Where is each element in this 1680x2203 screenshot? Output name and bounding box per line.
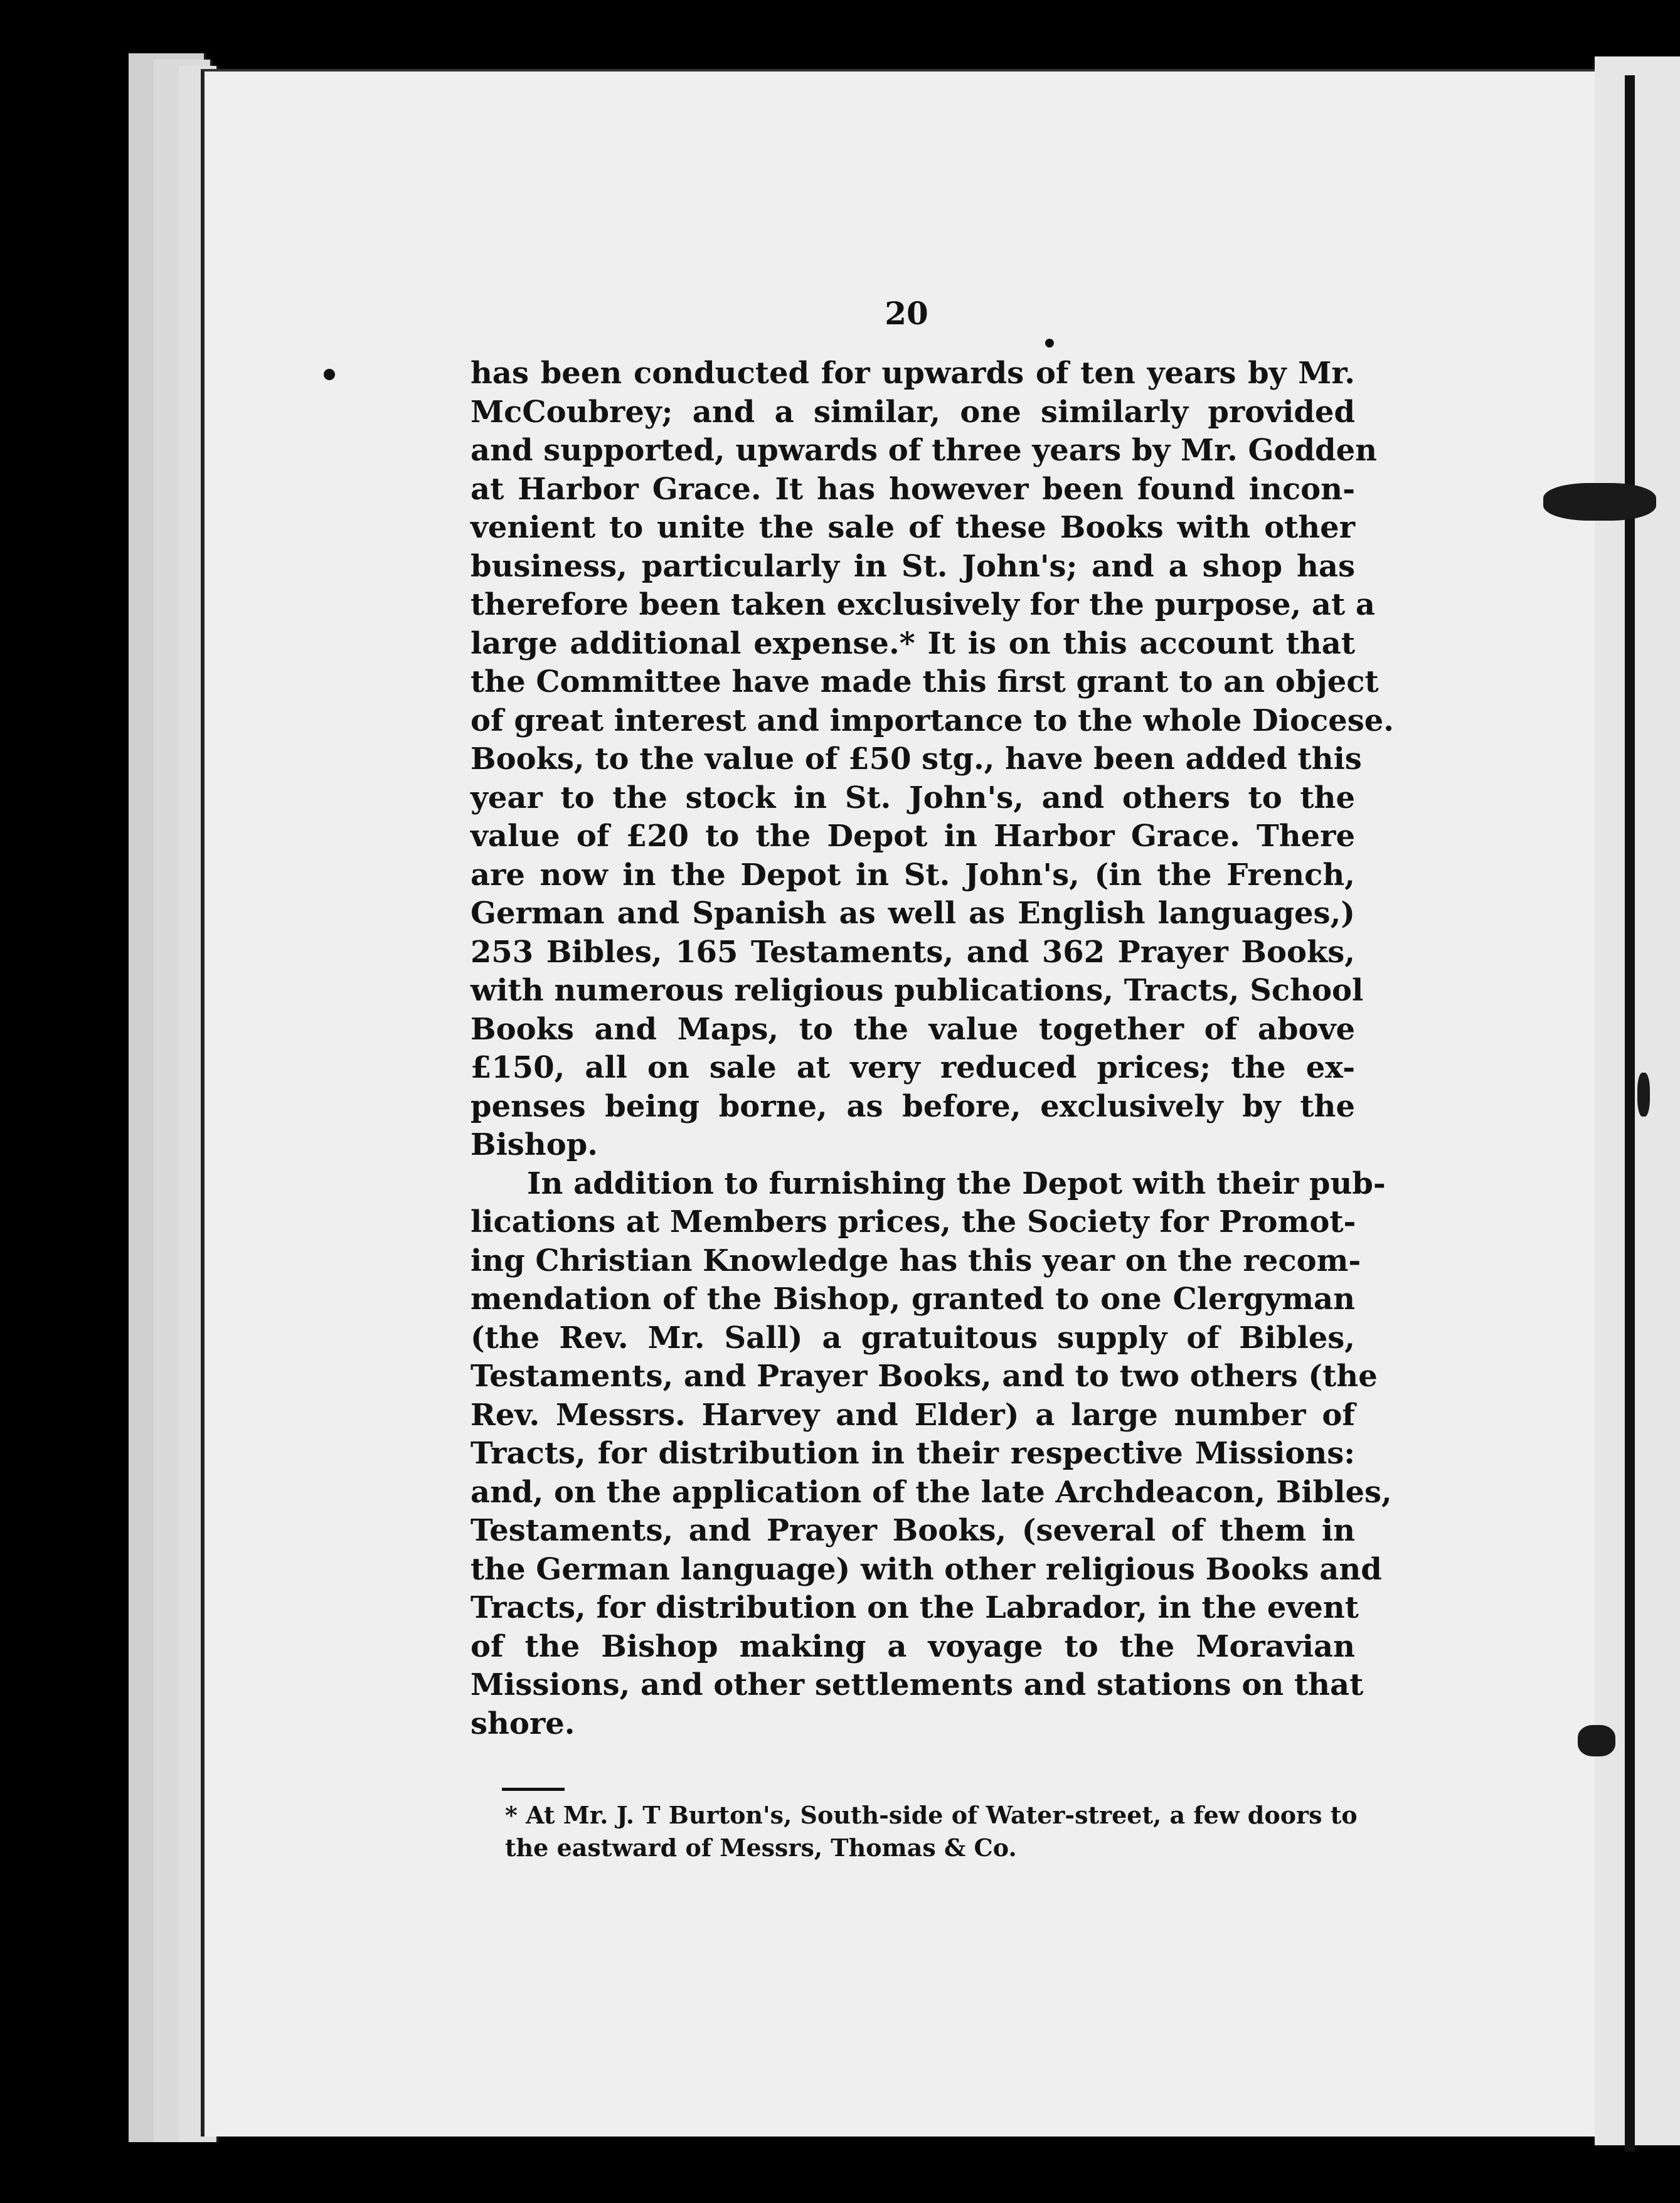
paragraph-1-line: business, particularly in St. John's; and a shop has	[471, 548, 1355, 584]
paragraph-1-line: McCoubrey; and a similar, one similarly provided	[471, 394, 1355, 430]
ink-smudge-bottom	[1578, 1725, 1615, 1756]
paragraph-2-line: (the Rev. Mr. Sall) a gratuitous supply of Bibles,	[471, 1320, 1355, 1356]
paragraph-2-line: ing Christian Knowledge has this year on the recom-	[471, 1243, 1361, 1278]
paragraph-1-line: has been conducted for upwards of ten years by Mr.	[471, 356, 1355, 391]
paragraph-1-line: of great interest and importance to the whole Diocese.	[471, 703, 1394, 738]
paragraph-2-line: Tracts, for distribution in their respective Missions:	[471, 1436, 1355, 1471]
paragraph-2-line: of the Bishop making a voyage to the Moravian	[471, 1628, 1355, 1664]
paragraph-1-line: with numerous religious publications, Tracts, School	[471, 973, 1364, 1008]
paragraph-1-line: Books and Maps, to the value together of above	[471, 1011, 1355, 1047]
paragraph-1-line: Bishop.	[471, 1127, 598, 1162]
paragraph-1-line: 253 Bibles, 165 Testaments, and 362 Prayer Books,	[471, 934, 1355, 970]
paragraph-1-line: year to the stock in St. John's, and others to the	[471, 780, 1355, 815]
paragraph-1-line: the Committee have made this first grant to an object	[471, 664, 1379, 699]
paragraph-1-line: are now in the Depot in St. John's, (in the French,	[471, 857, 1355, 893]
paragraph-2-line: Missions, and other settlements and stations on that	[471, 1667, 1364, 1702]
page-number: 20	[885, 295, 928, 332]
paragraph-1-line: at Harbor Grace. It has however been found incon-	[471, 471, 1355, 507]
paragraph-1-line: therefore been taken exclusively for the purpose, at a	[471, 587, 1375, 622]
paragraph-1-line: penses being borne, as before, exclusively by the	[471, 1088, 1355, 1124]
paragraph-1-line: German and Spanish as well as English languages,)	[471, 896, 1355, 931]
footnote-line: * At Mr. J. T Burton's, South-side of Water-street, a few doors to	[505, 1801, 1358, 1829]
paragraph-1-line: Books, to the value of £50 stg., have been added this	[471, 741, 1362, 777]
paragraph-1-line: £150, all on sale at very reduced prices; the ex-	[471, 1050, 1355, 1085]
paragraph-2-line: Rev. Messrs. Harvey and Elder) a large number of	[471, 1397, 1355, 1433]
stray-mark-left	[324, 369, 335, 380]
ink-smudge-top	[1543, 483, 1656, 521]
paragraph-2-line: In addition to furnishing the Depot with their pub-	[527, 1165, 1386, 1201]
paragraph-1-line: and supported, upwards of three years by Mr. Godden	[471, 433, 1378, 468]
paragraph-2-line: the German language) with other religious Books and	[471, 1551, 1382, 1587]
paragraph-2-line: and, on the application of the late Archdeacon, Bibles,	[471, 1474, 1392, 1510]
paragraph-2	[471, 1165, 1392, 1744]
footnote-line: the eastward of Messrs, Thomas & Co.	[505, 1834, 1017, 1862]
footnote-rule	[502, 1788, 565, 1791]
paragraph-1	[471, 354, 1394, 1165]
ink-smudge-right	[1637, 1073, 1650, 1117]
paragraph-2-line: Tracts, for distribution on the Labrador, in the event	[471, 1590, 1359, 1625]
footnote	[505, 1799, 1377, 1864]
paragraph-2-line: Testaments, and Prayer Books, and to two others (the	[471, 1359, 1378, 1394]
paragraph-2-line: Testaments, and Prayer Books, (several of them in	[471, 1513, 1355, 1548]
paragraph-2-line: shore.	[471, 1706, 575, 1741]
binding-line	[1625, 75, 1635, 2152]
paragraph-1-line: value of £20 to the Depot in Harbor Grace. There	[471, 819, 1355, 854]
paragraph-1-line: large additional expense.* It is on this account that	[471, 625, 1355, 661]
paragraph-2-line: mendation of the Bishop, granted to one Clergyman	[471, 1282, 1355, 1317]
body-text	[471, 354, 1394, 1743]
stray-mark-top	[1045, 339, 1054, 348]
paragraph-1-line: venient to unite the sale of these Books with other	[471, 510, 1355, 545]
paragraph-2-line: lications at Members prices, the Society for Promot-	[471, 1204, 1356, 1240]
